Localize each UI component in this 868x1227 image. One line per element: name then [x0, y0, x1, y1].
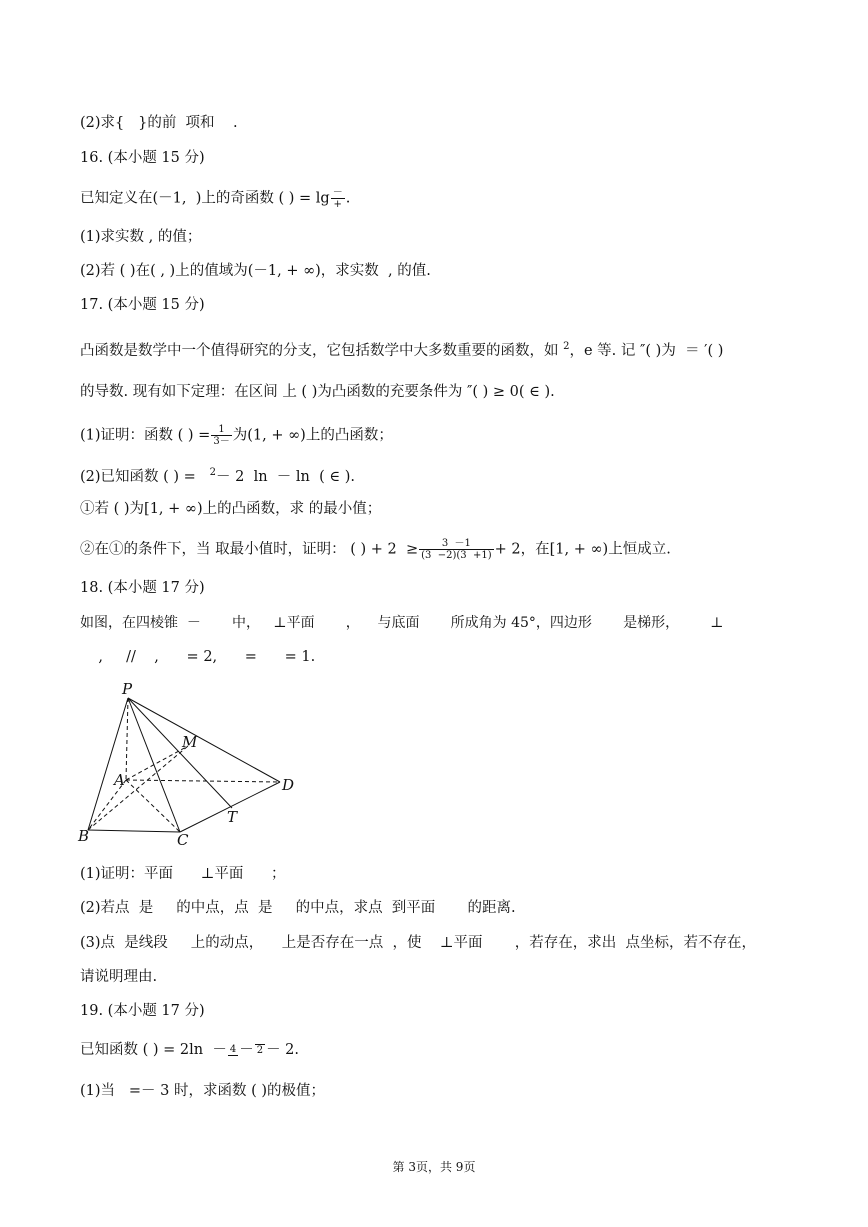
text-line: 的导数. 现有如下定理：在区间 上 ( )为凸函数的充要条件为 ″( ) ≥ 0( ∈ ). [80, 384, 555, 400]
fraction: 4 [229, 1044, 237, 1055]
text-line: (1)证明：函数 ( ) = $\frac{1}{3-}$ 为(1, + ∞)上的凸函数； [80, 424, 393, 447]
fraction: 2 [256, 1045, 264, 1056]
problem-17-header: 17. (本小题 15 分) [80, 297, 205, 313]
text-line: (2)已知函数 ( ) = $^2$－ 2 ln － ln ( ∈ ). [80, 467, 355, 485]
problem-19-header: 19. (本小题 17 分) [80, 1003, 205, 1019]
text-line: , // , = 2, = = 1. [80, 649, 316, 665]
edge-BC [88, 830, 180, 832]
problem-18-header: 18. (本小题 17 分) [80, 580, 205, 596]
label-T: T [227, 808, 238, 826]
text-line: (2)若 ( )在( , )上的值域为(－1, + ∞)，求实数 , 的值. [80, 263, 431, 279]
fraction: $\frac{-}{+}$ [332, 187, 343, 210]
edge-PA [126, 698, 128, 780]
edge-AC [126, 780, 180, 832]
label-D: D [282, 776, 295, 794]
page-footer: 第 3页，共 9页 [392, 1160, 476, 1174]
edge-PD [128, 698, 280, 782]
label-M: M [182, 733, 198, 751]
fraction: $\frac{3 -1}{(3 -2)(3 +1)}$ [421, 538, 492, 561]
edge-AD [126, 780, 280, 782]
text-line: (1)证明：平面 ⊥平面 ； [80, 866, 286, 882]
label-B: B [78, 827, 90, 845]
text-line: 凸函数是数学中一个值得研究的分支，它包括数学中大多数重要的函数，如 $^2$，e 等. 记 ″( )为 ＝ ′( ) [80, 341, 724, 359]
text-line: (2)求{ }的前 项和 . [80, 115, 238, 131]
label-C: C [177, 831, 189, 845]
fraction: $\frac{1}{3-}$ [213, 424, 230, 447]
pyramid-figure [76, 680, 306, 845]
text-line: ①若 ( )为[1, + ∞)上的凸函数，求 的最小值； [80, 501, 382, 517]
problem-16-header: 16. (本小题 15 分) [80, 150, 205, 166]
text-line: (1)求实数 , 的值； [80, 229, 202, 245]
edge-PB [88, 698, 128, 830]
text-line: (3)点 是线段 上的动点， 上是否存在一点 ，使 ⊥平面 ，若存在，求出 点坐标，若不存在， [80, 935, 757, 951]
edge-BM [88, 746, 188, 830]
text-line: 已知函数 ( ) = 2ln － 4 － 2 － 2. [80, 1042, 300, 1058]
text-line: ②在①的条件下，当 取最小值时，证明： ( ) + 2 ≥ $\frac{3 -1}{(3 -2)(3 +1)}$ + 2，在[1, + ∞)上恒成立. [80, 538, 671, 561]
text-line: 请说明理由. [80, 969, 158, 985]
label-P: P [122, 680, 133, 698]
text-line: 已知定义在(－1, )上的奇函数 ( ) = lg $\frac{-}{+}$ . [80, 187, 351, 210]
label-A: A [114, 771, 125, 789]
text-line: (2)若点 是 的中点，点 是 的中点，求点 到平面 的距离. [80, 900, 516, 916]
text-line: (1)当 =－ 3 时，求函数 ( )的极值； [80, 1083, 325, 1099]
text-line: 如图，在四棱锥 － 中， ⊥平面 ， 与底面 所成角为 45°，四边形 是梯形， ⊥ [80, 615, 724, 631]
